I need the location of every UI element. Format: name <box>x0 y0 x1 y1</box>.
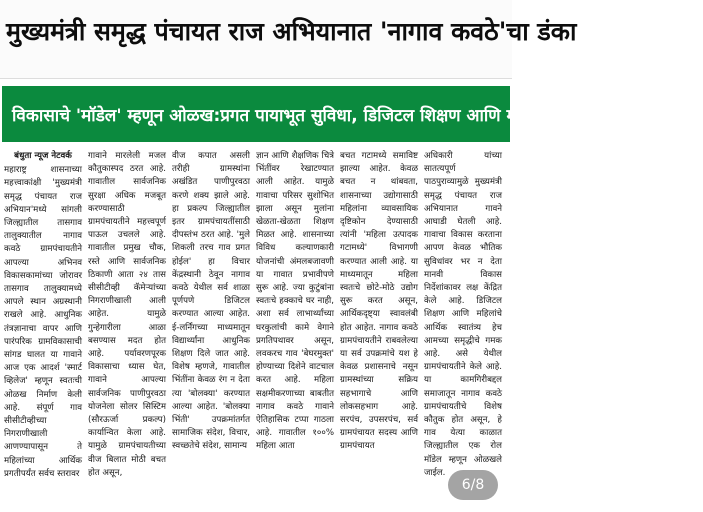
subheadline-bar <box>2 86 703 142</box>
article-column-5 <box>340 150 418 512</box>
headline-banner <box>0 0 577 79</box>
article-headline: मुख्यमंत्री समृद्ध पंचायत राज अभियानात 'नागाव कवठे'चा डंका <box>6 17 577 46</box>
article-subheadline: विकासाचे 'मॉडेल' म्हणून ओळख:प्रगत पायाभूत सुविधा, डिजिटल शिक्षण आणि महिला सक्षमीकरणावर दिला भर <box>12 105 703 126</box>
article-column-2 <box>88 150 166 512</box>
byline: बंधुता न्यूज नेटवर्क <box>14 151 72 161</box>
column-text: वीज कपात असली तरीही ग्रामस्थांना अखंडित पाणीपुरवठा करणे शक्य झाले आहे. हा प्रकल्प जिल्ह्यातील इतर ग्रामपंचायतींसाठी दीपस्तंभ ठरत आहे. 'मुले शिकली तरच गाव प्रगत होईल' हा विचार केंद्रस्थानी ठेवून नागाव कवठे येथील सर्व शाळा पूर्णपणे डिजिटल करण्यात आल्या आहेत. ई-लर्निंगच्या माध्यमातून विद्यार्थ्यांना आधुनिक शिक्षण दिले जात आहे. विशेष म्हणजे, गावातील भिंतींना केवळ रंग न देता त्या 'बोलक्या' करण्यात आल्या आहेत. 'बोलक्या भिंती' उपक्रमांतर्गत सामाजिक संदेश, विचार, स्वच्छतेचे संदेश, सामान्य <box>172 151 250 452</box>
page-indicator[interactable] <box>448 470 498 500</box>
column-text: महाराष्ट्र शासनाच्या महत्त्वाकांक्षी 'मुख्यमंत्री समृद्ध पंचायत राज अभियान'मध्ये सांगली जिल्ह्यातील तासगाव तालुक्यातील नागाव कवठे ग्रामपंचायतीने आपल्या अभिनव विकासकामांच्या जोरावर तासगाव तालुक्यामध्ये आपले स्थान अग्रस्थानी राखले आहे. आधुनिक तंत्रज्ञानाचा वापर आणि पारंपरिक ग्रामविकासाची सांगड घालत या गावाने आज एक आदर्श 'स्मार्ट व्हिलेज' म्हणून स्वतःची ओळख निर्माण केली आहे. संपूर्ण गाव सीसीटीव्हीच्या निगराणीखाली आणण्यापासून ते महिलांच्या आर्थिक प्रगतीपर्यंत सर्वच स्तरावर <box>4 165 82 479</box>
column-text: अधिकारी यांच्या सातत्यपूर्ण पाठपुराव्यामुळे मुख्यमंत्री समृद्ध पंचायत राज अभियानात गावने आघाडी घेतली आहे. गावाचा विकास करताना आपण केवळ भौतिक सुविधांवर भर न देता मानवी विकास निर्देशांकावर लक्ष केंद्रित केले आहे. डिजिटल शिक्षण आणि महिलांचे आर्थिक स्वातंत्र्य हेच आमच्या समृद्धीचे गमक आहे. असे येथील ग्रामपंचायतीने केले आहे. या कामगिरीबद्दल समाजातून नागाव कवठे ग्रामपंचायतीचे विशेष कौतुक होत असून, हे गाव येत्या काळात जिल्ह्यातील एक रोल मॉडेल म्हणून ओळखले जाईल. <box>424 151 502 478</box>
page-indicator-label: 6/8 <box>461 477 485 493</box>
article-column-6 <box>424 150 502 512</box>
article-body <box>4 148 508 512</box>
article-column-3 <box>172 150 250 512</box>
article-column-1 <box>4 150 82 512</box>
column-text: ज्ञान आणि शैक्षणिक चित्रे भिंतींवर रेखाटण्यात आली आहेत. यामुळे गावाचा परिसर सुशोभित झाला असून मुलांना खेळता-खेळता शिक्षण मिळत आहे. शासनाच्या विविध कल्याणकारी योजनांची अंमलबजावणी या गावात प्रभावीपणे सुरू आहे. ज्या कुटुंबांना स्वतःचे हक्काचे घर नाही, अशा सर्व लाभार्थ्यांच्या घरकुलांची कामे वेगाने प्रगतिपथावर असून, लवकरच गाव 'बेघरमुक्त' होण्याच्या दिशेने वाटचाल करत आहे. महिला सक्षमीकरणाच्या बाबतीत नागाव कवठे गावाने ऐतिहासिक टप्पा गाठला आहे. गावातील १००% महिला आता <box>256 151 334 452</box>
column-text: बचत गटामध्ये समाविष्ट झाल्या आहेत. केवळ बचत न थांबवता, शासनाच्या उद्योगासाठी महिलांना व्यावसायिक दृष्टिकोन देण्यासाठी त्यांनी 'महिला उत्पादक गटामध्ये' विभागणी करण्यात आली आहे. या माध्यमातून महिला स्वतःचे छोटे-मोठे उद्योग सुरू करत असून, आर्थिकदृष्ट्या स्वावलंबी होत आहेत. नागाव कवठे ग्रामपंचायतीने राबवलेल्या या सर्व उपक्रमांचे यश हे केवळ प्रशासनाचे नसून ग्रामस्थांच्या सक्रिय सहभागाचे आणि लोकसहभाग आहे. सरपंच, उपसरपंच, सर्व ग्रामपंचायत सदस्य आणि ग्रामपंचायत <box>340 151 418 452</box>
column-text: गावाने मारलेली मजल कौतुकास्पद ठरत आहे. गावातील सार्वजनिक सुरक्षा अधिक मजबूत करण्यासाठी ग्रामपंचायतीने महत्त्वपूर्ण पाऊल उचलले आहे. गावातील प्रमुख चौक, रस्ते आणि सार्वजनिक ठिकाणी आता २४ तास सीसीटीव्ही कॅमेऱ्यांच्या निगराणीखाली आली आहेत. यामुळे गुन्हेगारीला आळा बसण्यास मदत होत आहे. पर्यावरणपूरक विकासाचा ध्यास घेत, गावाने आपल्या सार्वजनिक पाणीपुरवठा योजनेला सोलर सिस्टिम (सौरऊर्जा प्रकल्प) कार्यान्वित केला आहे. यामुळे ग्रामपंचायतीच्या वीज बिलात मोठी बचत होत असून, <box>88 151 166 478</box>
article-column-4 <box>256 150 334 512</box>
